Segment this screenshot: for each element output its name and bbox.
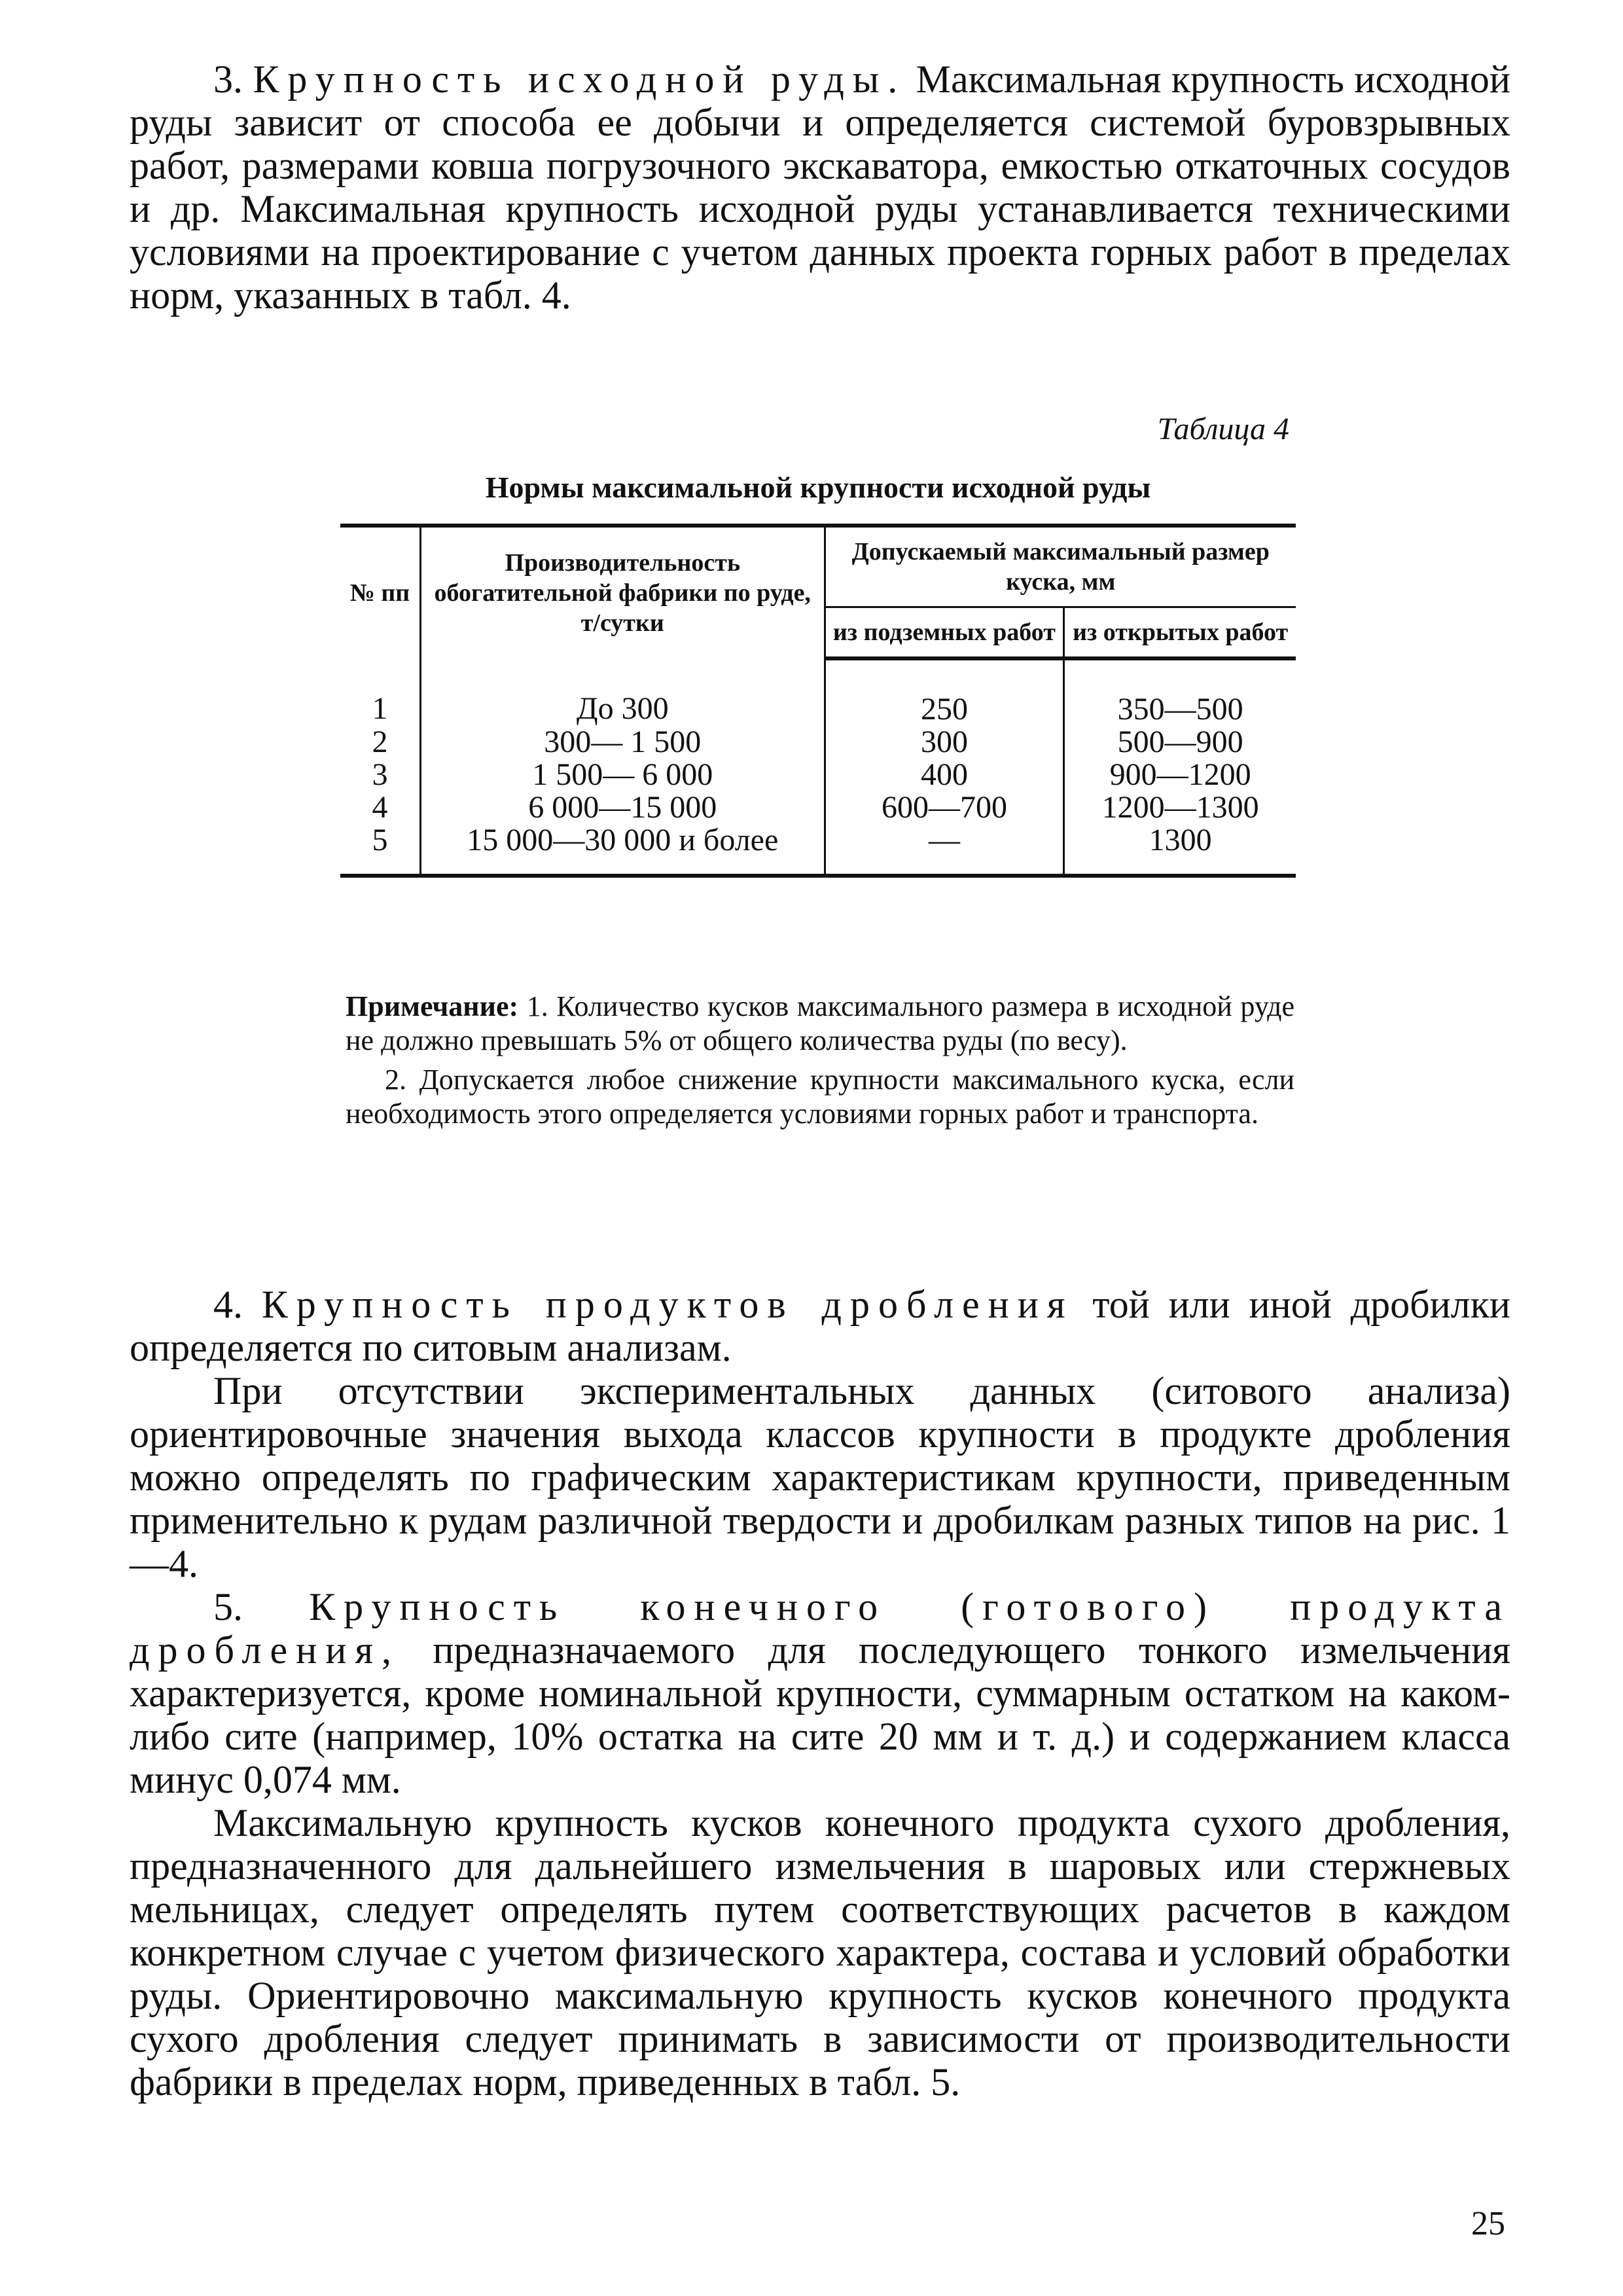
final-paragraph: Максимальную крупность кусков конечного продукта сухого дробления, предназначенного для дальнейшего измельчения в шаровых или стержневых мельницах, следует определять путем соответствующих расчетов в каждом конкретном случае с учетом физического характера, состава и условий обработки руды. Ориентировочно максимальную крупность кусков конечного продукта сухого дробления следует принимать в зависимости от производительности фабрики в пределах норм, приведенных в табл. 5. [130,1801,1510,2104]
section-4-heading: Крупность продуктов дробления [261,1283,1074,1326]
cell-underground: 400 [825,759,1064,791]
section-5-paragraph [130,1585,1510,1801]
cell-productivity: До 300 [420,658,825,726]
cell-underground: 250 [825,658,1064,726]
section-4-number: 4. [213,1283,243,1326]
table-caption: Таблица 4 [1157,412,1289,446]
cell-number: 2 [372,725,388,759]
cell-underground: 300 [825,726,1064,759]
table-title: Нормы максимальной крупности исходной руды [485,471,1151,504]
cell-productivity: 6 000—15 000 [420,791,825,824]
section-3-text: Максимальная крупность исходной руды зависит от способа ее добычи и определяется системой буровзрывных работ, размерами ковша погрузочного экскаватора, емкостью откаточных сосудов и др. Максимальная крупность исходной руды устанавливается техническими условиями на проектирование с учетом данных проекта горных работ в пределах норм, указанных в табл. 4. [130,58,1511,317]
cell-open-pit: 1200—1300 [1064,791,1296,824]
section-5-heading: Крупность конечного (готового) продукта дробления, [130,1585,1510,1672]
table-row [340,658,1296,726]
table-row [340,791,1296,824]
cell-underground: — [825,824,1064,876]
cell-underground: 600—700 [825,791,1064,824]
cell-productivity: 300— 1 500 [420,726,825,759]
section-5-text: предназначаемого для последующего тонкого измельчения характеризуется, кроме номинальной крупности, суммарным остатком на каком-либо сите (например, 10% остатка на сите 20 мм и т. д.) и содержанием класса минус 0,074 мм. [130,1628,1511,1801]
cell-open-pit: 900—1200 [1064,759,1296,791]
body-block [130,1283,1510,2104]
cell-open-pit: 1300 [1064,824,1296,876]
table-note [346,990,1294,1131]
section-3-paragraph [130,58,1510,317]
cell-open-pit: 350—500 [1064,658,1296,726]
cell-number: 5 [372,823,388,857]
intro-block [130,58,1510,317]
header-productivity: Производительность обогатительной фабрики по руде, т/сутки [420,526,825,658]
section-3-number: 3. [213,58,243,101]
header-open-pit: из открытых работ [1064,607,1296,659]
cell-number: 3 [372,757,388,792]
table-row [340,726,1296,759]
cell-number: 1 [372,691,388,726]
section-4-paragraph [130,1283,1510,1369]
cell-productivity: 1 500— 6 000 [420,759,825,791]
cell-open-pit: 500—900 [1064,726,1296,759]
page-number: 25 [1471,2205,1505,2242]
no-data-paragraph: При отсутствии экспериментальных данных (ситового анализа) ориентировочные значения выхода классов крупности в продукте дробления можно определять по графическим характеристикам крупности, приведенным применительно к рудам различной твердости и дробилкам разных типов на рис. 1—4. [130,1369,1510,1585]
section-4-text: той или иной дробилки определяется по ситовым анализам. [130,1283,1510,1369]
cell-productivity: 15 000—30 000 и более [420,824,825,876]
table-row [340,824,1296,876]
header-underground: из подземных работ [825,607,1064,659]
note-item-1-paragraph [346,990,1294,1058]
note-item-2: 2. Допускается любое снижение крупности максимального куска, если необходимость этого определяется условиями горных работ и транспорта. [346,1064,1294,1130]
section-3-heading: Крупность исходной руды. [253,58,906,101]
section-5-number: 5. [213,1585,243,1628]
header-number: № пп [349,579,410,607]
norms-table [340,524,1296,878]
note-item-1: 1. Количество кусков максимального размера в исходной руде не должно превышать 5% от общего количества руды (по весу). [346,990,1294,1056]
table-row [340,759,1296,791]
header-max-size: Допускаемый максимальный размер куска, мм [825,526,1296,607]
note-label: Примечание: [346,990,519,1022]
cell-number: 4 [372,790,388,825]
